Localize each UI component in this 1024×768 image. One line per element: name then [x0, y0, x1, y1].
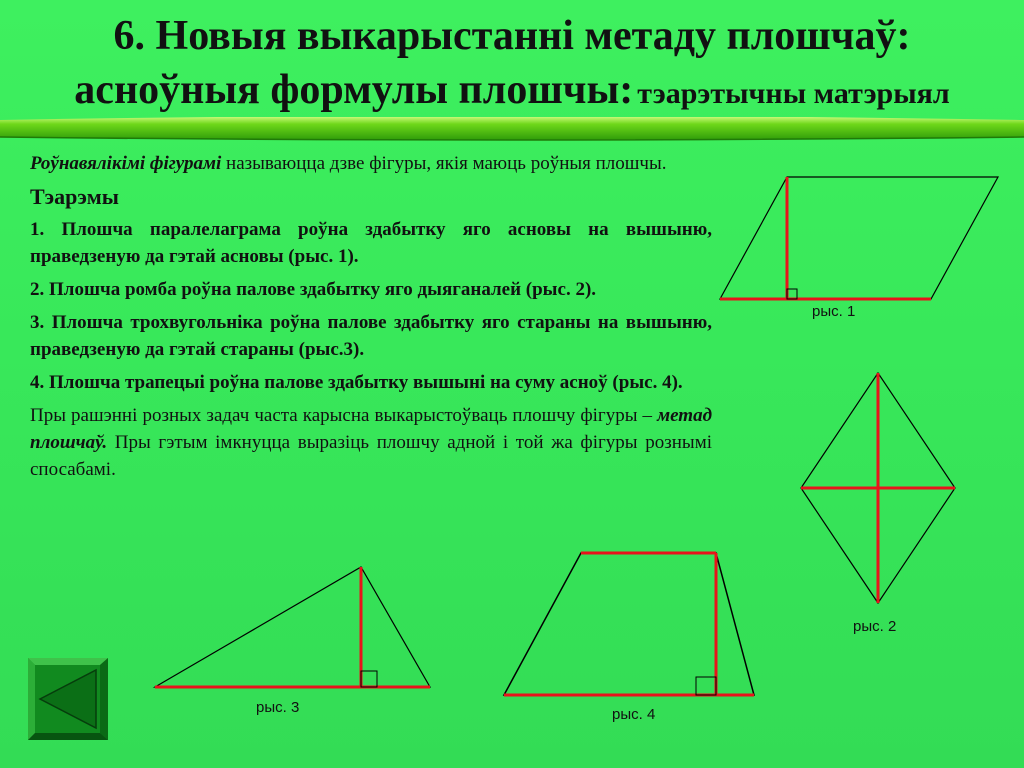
triangle-left-icon	[28, 658, 108, 740]
theorem-3: 3. Плошча трохвугольніка роўна палове здабытку яго стараны на вышыню, праведзеную да гэтай стараны (рыс.3).	[30, 312, 712, 360]
note-part-1: Пры рашэнні розных задач часта карысна выкарыстоўваць плошчу фігуры –	[30, 405, 658, 426]
title-sub: тэарэтычны матэрыял	[637, 77, 950, 110]
figure-3-triangle	[155, 567, 430, 687]
theorem-4: 4. Плошча трапецыі роўна палове здабытку вышыні на суму асноў (рыс. 4).	[30, 372, 683, 393]
theorems-heading: Тэарэмы	[30, 184, 119, 209]
definition-term: Роўнавялікімі фігурамі	[30, 153, 222, 174]
title-main: асноўныя формулы плошчы:	[74, 67, 634, 113]
definition-text: называюцца дзве фігуры, якія маюць роўныя плошчы.	[221, 153, 667, 174]
title-line-1: 6. Новыя выкарыстанні метаду плошчаў:	[113, 13, 911, 59]
note-emphasis: метад плошчаў.	[30, 405, 712, 453]
theorem-2: 2. Плошча ромба роўна палове здабытку яго дыяганалей (рыс. 2).	[30, 279, 597, 300]
caption-fig-3: рыс. 3	[256, 699, 300, 716]
caption-fig-1: рыс. 1	[812, 303, 856, 320]
caption-fig-2: рыс. 2	[853, 618, 897, 635]
theorem-1: 1. Плошча паралелаграма роўна здабытку яго асновы на вышыню, праведзеную да гэтай асновы (рыс. 1).	[30, 219, 712, 267]
back-button[interactable]	[28, 658, 108, 740]
note-part-2: Пры гэтым імкнуцца выразіць плошчу адной і той жа фігуры рознымі спосабамі.	[30, 432, 712, 480]
figure-2-rhombus	[801, 373, 955, 603]
figure-1-parallelogram	[720, 177, 998, 299]
figure-4-trapezoid	[504, 553, 754, 695]
caption-fig-4: рыс. 4	[612, 706, 656, 723]
